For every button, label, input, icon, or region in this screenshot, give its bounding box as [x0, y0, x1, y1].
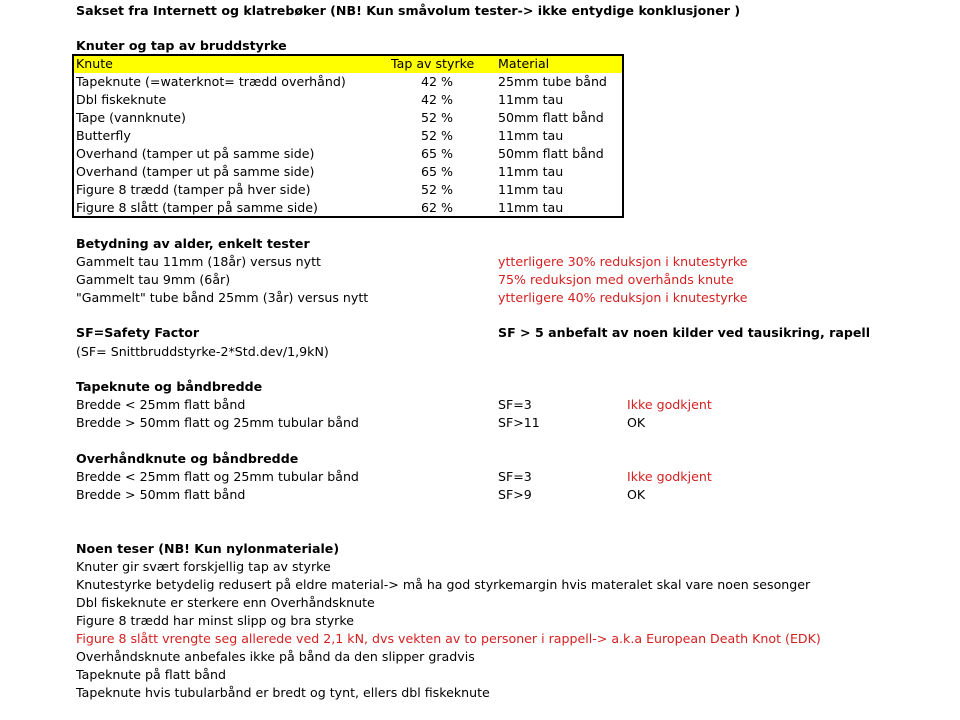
knot-material: 11mm tau: [498, 200, 564, 215]
knot-name: Butterfly: [76, 128, 131, 143]
knot-loss: 52 %: [421, 182, 453, 197]
page-title: Sakset fra Internett og klatrebøker (NB! Kun småvolum tester-> ikke entydige konklusjoner ): [76, 3, 741, 18]
knot-loss: 62 %: [421, 200, 453, 215]
age-label: "Gammelt" tube bånd 25mm (3år) versus nytt: [76, 290, 369, 305]
age-heading: Betydning av alder, enkelt tester: [76, 236, 310, 251]
age-label: Gammelt tau 9mm (6år): [76, 272, 231, 287]
overhand-status: Ikke godkjent: [627, 469, 712, 484]
age-result: ytterligere 40% reduksjon i knutestyrke: [498, 290, 748, 305]
knot-loss: 65 %: [421, 146, 453, 161]
knot-material: 11mm tau: [498, 128, 564, 143]
theses-heading: Noen teser (NB! Kun nylonmateriale): [76, 541, 340, 556]
sf-heading: SF=Safety Factor: [76, 325, 200, 340]
knot-loss: 52 %: [421, 128, 453, 143]
knot-material: 25mm tube bånd: [498, 74, 607, 89]
knot-name: Figure 8 trædd (tamper på hver side): [76, 182, 311, 197]
thesis-item: Tapeknute hvis tubularbånd er bredt og tynt, ellers dbl fiskeknute: [76, 685, 490, 700]
thesis-item: Figure 8 trædd har minst slipp og bra styrke: [76, 613, 354, 628]
knot-name: Dbl fiskeknute: [76, 92, 167, 107]
overhand-label: Bredde > 50mm flatt bånd: [76, 487, 246, 502]
knot-material: 11mm tau: [498, 182, 564, 197]
age-label: Gammelt tau 11mm (18år) versus nytt: [76, 254, 321, 269]
knot-col-header-knot: Knute: [76, 56, 113, 71]
knot-loss: 42 %: [421, 92, 453, 107]
overhand-heading: Overhåndknute og båndbredde: [76, 451, 299, 466]
knot-name: Tape (vannknute): [76, 110, 186, 125]
age-result: 75% reduksjon med overhånds knute: [498, 272, 734, 287]
knot-col-header-loss: Tap av styrke: [391, 56, 475, 71]
knot-name: Figure 8 slått (tamper på samme side): [76, 200, 318, 215]
thesis-item: Tapeknute på flatt bånd: [76, 667, 226, 682]
age-result: ytterligere 30% reduksjon i knutestyrke: [498, 254, 748, 269]
tape-heading: Tapeknute og båndbredde: [76, 379, 263, 394]
knot-loss: 42 %: [421, 74, 453, 89]
thesis-item: Overhåndsknute anbefales ikke på bånd da den slipper gradvis: [76, 649, 475, 664]
knot-material: 50mm flatt bånd: [498, 110, 604, 125]
sf-formula: (SF= Snittbruddstyrke-2*Std.dev/1,9kN): [76, 344, 329, 359]
knot-material: 11mm tau: [498, 92, 564, 107]
thesis-item-warning: Figure 8 slått vrengte seg allerede ved 2,1 kN, dvs vekten av to personer i rappell-> a.k.a European Death Knot (EDK): [76, 631, 821, 646]
thesis-item: Dbl fiskeknute er sterkere enn Overhåndsknute: [76, 595, 375, 610]
knot-material: 50mm flatt bånd: [498, 146, 604, 161]
knot-col-header-material: Material: [498, 56, 550, 71]
tape-sf: SF>11: [498, 415, 540, 430]
overhand-sf: SF=3: [498, 469, 532, 484]
overhand-sf: SF>9: [498, 487, 532, 502]
knots-heading: Knuter og tap av bruddstyrke: [76, 38, 287, 53]
knot-name: Overhand (tamper ut på samme side): [76, 146, 315, 161]
knot-name: Overhand (tamper ut på samme side): [76, 164, 315, 179]
sf-note: SF > 5 anbefalt av noen kilder ved tausikring, rapell: [498, 325, 871, 340]
tape-status: OK: [627, 415, 646, 430]
tape-label: Bredde < 25mm flatt bånd: [76, 397, 246, 412]
knot-loss: 52 %: [421, 110, 453, 125]
tape-label: Bredde > 50mm flatt og 25mm tubular bånd: [76, 415, 359, 430]
tape-sf: SF=3: [498, 397, 532, 412]
knot-material: 11mm tau: [498, 164, 564, 179]
knot-name: Tapeknute (=waterknot= trædd overhånd): [76, 74, 346, 89]
thesis-item: Knutestyrke betydelig redusert på eldre material-> må ha god styrkemargin hvis materalet skal vare noen sesonger: [76, 577, 811, 592]
thesis-item: Knuter gir svært forskjellig tap av styrke: [76, 559, 331, 574]
tape-status: Ikke godkjent: [627, 397, 712, 412]
overhand-label: Bredde < 25mm flatt og 25mm tubular bånd: [76, 469, 359, 484]
overhand-status: OK: [627, 487, 646, 502]
knot-loss: 65 %: [421, 164, 453, 179]
